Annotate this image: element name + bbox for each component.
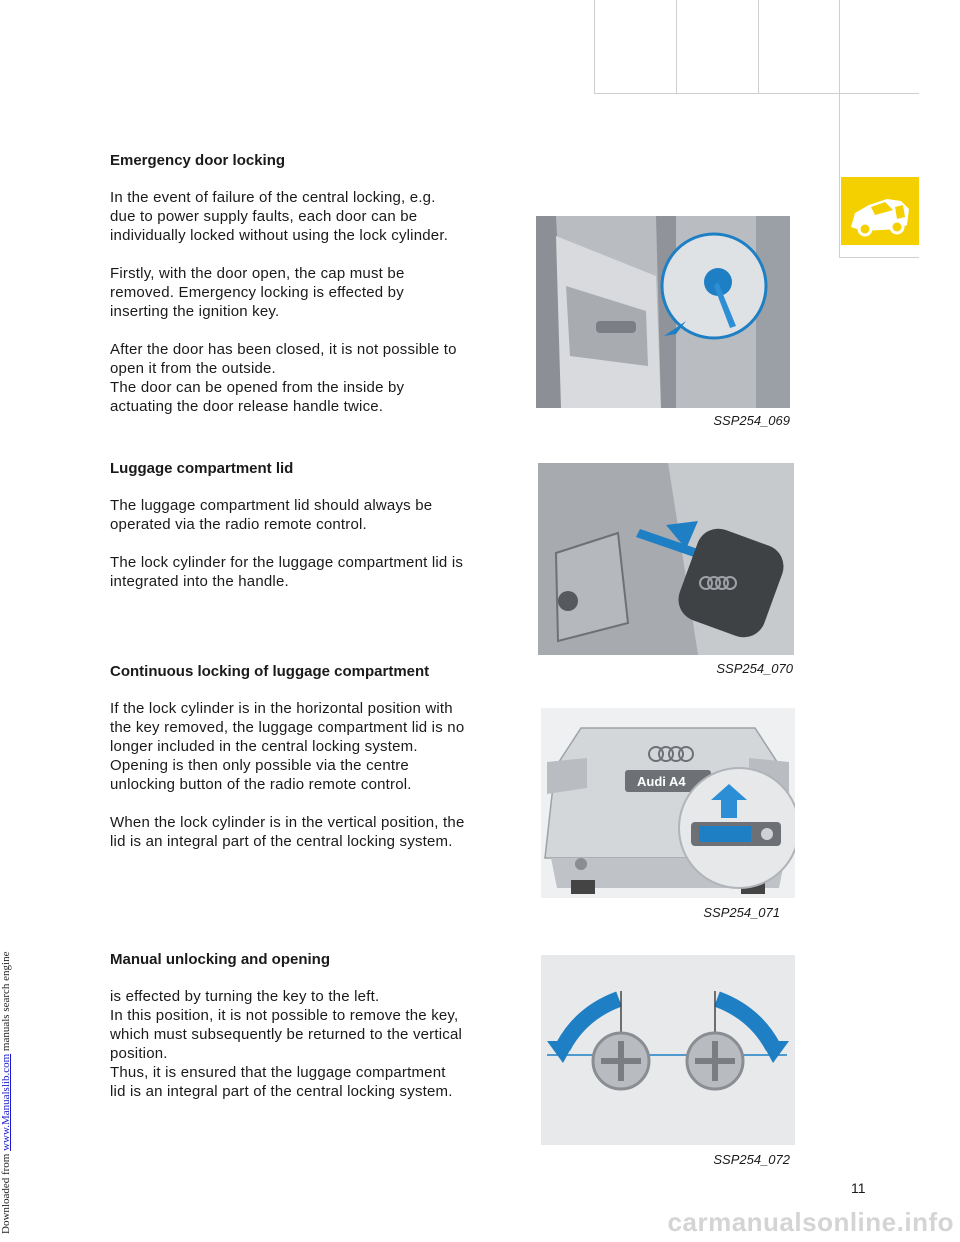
paragraph: After the door has been closed, it is not possible to open it from the outside. The door can be opened from the inside by actuating the door release handle twice. xyxy=(110,341,457,415)
watermark: carmanualsonline.info xyxy=(667,1207,954,1237)
section-heading: Emergency door locking xyxy=(110,152,286,169)
section-emergency-door-locking xyxy=(110,151,465,416)
paragraph: The lock cylinder for the luggage compartment lid is integrated into the handle. xyxy=(110,554,464,590)
section-manual-unlocking xyxy=(110,950,465,1101)
section-heading: Manual unlocking and opening xyxy=(110,951,330,968)
chapter-car-icon xyxy=(841,177,919,245)
figure-caption: SSP254_069 xyxy=(713,413,790,428)
car-badge: Audi A4 xyxy=(637,774,686,789)
figure-car-rear xyxy=(541,708,795,898)
figure-caption: SSP254_070 xyxy=(716,661,793,676)
figure-luggage-lid-key xyxy=(538,463,794,655)
paragraph: Firstly, with the door open, the cap must be removed. Emergency locking is effected by inserting the ignition key. xyxy=(110,265,405,320)
paragraph: In the event of failure of the central locking, e.g. due to power supply faults, each door can be individually locked without using the lock cylinder. xyxy=(110,189,449,244)
section-continuous-locking xyxy=(110,662,465,851)
page-number: 11 xyxy=(851,1180,866,1196)
figure-caption: SSP254_071 xyxy=(703,905,780,920)
section-heading: Luggage compartment lid xyxy=(110,460,294,477)
section-heading: Continuous locking of luggage compartment xyxy=(110,663,430,680)
paragraph: If the lock cylinder is in the horizontal position with the key removed, the luggage compartment lid is no longer included in the central locking system. Opening is then only possible via the centre unlocking button of the radio remote control. xyxy=(110,700,465,793)
paragraph: The luggage compartment lid should always be operated via the radio remote control. xyxy=(110,497,433,533)
section-luggage-compartment-lid xyxy=(110,459,465,591)
figure-lock-rotation xyxy=(541,955,795,1145)
paragraph: is effected by turning the key to the left. In this position, it is not possible to remove the key, which must subsequently be returned to the vertical position. Thus, it is ensured that the luggage compartment lid is an integral part of the central locking system. xyxy=(110,988,463,1100)
manualslib-link[interactable]: www.Manualslib.com xyxy=(0,1053,12,1151)
download-notice: Downloaded from www.Manualslib.com manuals search engine xyxy=(0,951,12,1234)
figure-door-emergency-lock xyxy=(536,216,790,408)
figure-caption: SSP254_072 xyxy=(713,1152,790,1167)
paragraph: When the lock cylinder is in the vertical position, the lid is an integral part of the central locking system. xyxy=(110,814,465,850)
